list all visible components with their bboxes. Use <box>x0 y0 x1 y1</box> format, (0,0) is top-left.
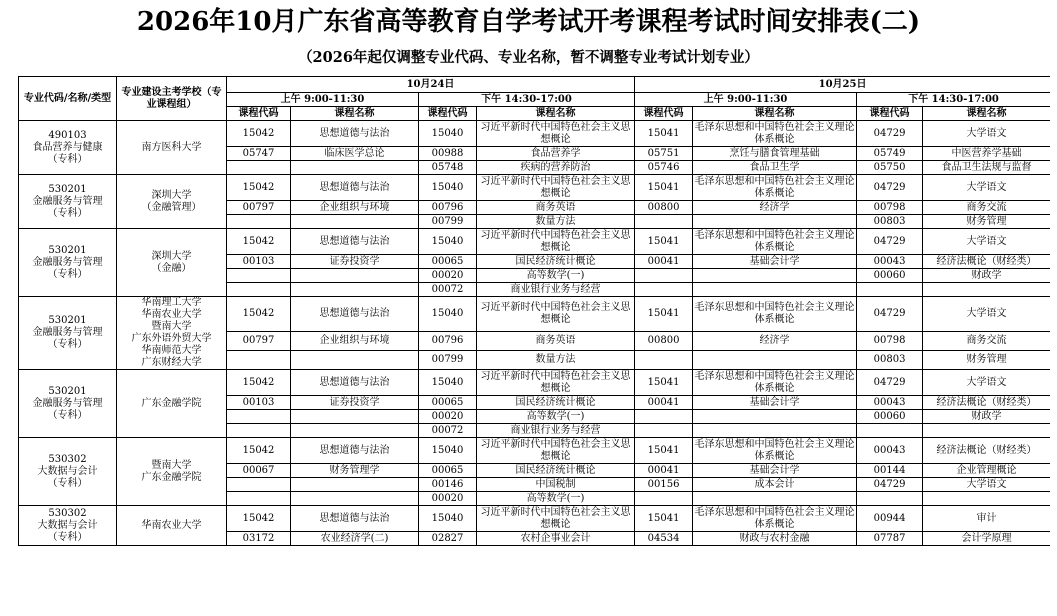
course-code-cell: 15040 <box>419 438 477 464</box>
header-day1-morning: 上午 9:00-11:30 <box>227 93 419 107</box>
header-name: 课程名称 <box>477 107 635 121</box>
course-name-cell: 食品卫生法规与监督 <box>923 161 1050 175</box>
course-name-cell: 经济法概论（财经类） <box>923 438 1050 464</box>
course-code-cell: 00041 <box>635 464 693 478</box>
course-name-cell: 烹饪与膳食管理基础 <box>693 147 857 161</box>
course-code-cell: 00798 <box>857 332 923 351</box>
course-name-cell: 证券投资学 <box>291 396 419 410</box>
course-name-cell: 基础会计学 <box>693 464 857 478</box>
course-code-cell: 00060 <box>857 410 923 424</box>
course-name-cell: 临床医学总论 <box>291 147 419 161</box>
header-code: 课程代码 <box>635 107 693 121</box>
course-code-cell <box>227 351 291 370</box>
course-code-cell: 00144 <box>857 464 923 478</box>
course-code-cell: 00797 <box>227 332 291 351</box>
course-code-cell <box>227 269 291 283</box>
major-cell: 490103 食品营养与健康 （专科） <box>19 121 117 175</box>
course-name-cell: 毛泽东思想和中国特色社会主义理论体系概论 <box>694 121 855 145</box>
course-name-cell: 思想道德与法治 <box>291 370 419 396</box>
course-code-cell: 15040 <box>419 370 477 396</box>
course-name-cell: 财政与农村金融 <box>693 532 857 546</box>
course-code-cell: 15041 <box>635 506 693 532</box>
course-name-cell: 习近平新时代中国特色社会主义思想概论 <box>477 506 635 532</box>
course-name-cell: 思想道德与法治 <box>291 121 419 147</box>
course-code-cell <box>227 492 291 506</box>
course-code-cell: 00072 <box>419 283 477 297</box>
course-code-cell: 00065 <box>419 464 477 478</box>
course-code-cell: 15041 <box>635 229 693 255</box>
page-title: 2026年10月广东省高等教育自学考试开考课程考试时间安排表(二) <box>136 7 921 37</box>
school-cell: 深圳大学 （金融） <box>117 229 227 297</box>
course-name-cell: 毛泽东思想和中国特色社会主义理论体系概论 <box>693 297 857 332</box>
header-school: 专业建设主考学校（专业课程组） <box>117 77 227 121</box>
course-name-cell: 财政学 <box>923 269 1050 283</box>
course-name-cell: 毛泽东思想和中国特色社会主义理论体系概论 <box>694 229 855 253</box>
course-code-cell <box>227 410 291 424</box>
course-code-cell <box>635 492 693 506</box>
course-code-cell: 15041 <box>635 175 693 201</box>
course-name-cell <box>923 283 1050 297</box>
course-code-cell: 15042 <box>227 175 291 201</box>
course-code-cell: 04729 <box>857 478 923 492</box>
course-code-cell: 00103 <box>227 396 291 410</box>
course-name-cell <box>291 269 419 283</box>
course-code-cell <box>857 283 923 297</box>
course-code-cell: 15040 <box>419 121 477 147</box>
course-code-cell: 15041 <box>635 438 693 464</box>
course-code-cell: 00020 <box>419 269 477 283</box>
course-code-cell <box>227 215 291 229</box>
course-name-cell: 经济学 <box>693 201 857 215</box>
course-name-cell: 审计 <box>923 506 1050 532</box>
course-name-cell: 大学语文 <box>923 478 1050 492</box>
table-row <box>19 121 1051 147</box>
course-name-cell: 财务管理 <box>923 215 1050 229</box>
course-name-cell: 基础会计学 <box>693 396 857 410</box>
course-code-cell: 00797 <box>227 201 291 215</box>
course-code-cell <box>857 492 923 506</box>
course-name-cell: 食品营养学 <box>477 147 635 161</box>
course-code-cell: 05747 <box>227 147 291 161</box>
header-day2-morning: 上午 9:00-11:30 <box>635 93 857 107</box>
course-name-cell <box>693 424 857 438</box>
course-code-cell: 15040 <box>419 506 477 532</box>
course-name-cell: 大学语文 <box>923 370 1050 396</box>
course-name-cell: 习近平新时代中国特色社会主义思想概论 <box>477 175 635 201</box>
course-name-cell: 中医营养学基础 <box>923 147 1050 161</box>
course-name-cell: 会计学原理 <box>923 532 1050 546</box>
course-name-cell: 习近平新时代中国特色社会主义思想概论 <box>477 370 635 396</box>
major-cell: 530302 大数据与会计 （专科） <box>19 506 117 546</box>
course-name-cell: 财务管理学 <box>291 464 419 478</box>
course-code-cell: 05749 <box>857 147 923 161</box>
course-code-cell: 00803 <box>857 351 923 370</box>
course-code-cell: 00988 <box>419 147 477 161</box>
course-code-cell: 04729 <box>857 229 923 255</box>
course-name-cell: 思想道德与法治 <box>291 229 419 255</box>
course-name-cell <box>291 478 419 492</box>
schedule-sheet <box>18 76 1050 616</box>
table-row <box>19 438 1051 464</box>
course-code-cell: 04729 <box>857 370 923 396</box>
course-code-cell: 00020 <box>419 410 477 424</box>
course-name-cell <box>923 492 1050 506</box>
course-code-cell <box>227 283 291 297</box>
course-code-cell: 15042 <box>227 297 291 332</box>
major-cell: 530201 金融服务与管理 （专科） <box>19 370 117 438</box>
major-cell: 530201 金融服务与管理 （专科） <box>19 175 117 229</box>
school-cell: 暨南大学 广东金融学院 <box>117 438 227 506</box>
course-name-cell: 毛泽东思想和中国特色社会主义理论体系概论 <box>694 370 855 394</box>
course-name-cell <box>291 492 419 506</box>
course-code-cell: 00043 <box>857 396 923 410</box>
course-name-cell <box>693 283 857 297</box>
course-code-cell: 00799 <box>419 351 477 370</box>
course-name-cell: 农村企事业会计 <box>477 532 635 546</box>
course-code-cell: 15041 <box>635 121 693 147</box>
major-cell: 530201 金融服务与管理 （专科） <box>19 229 117 297</box>
course-name-cell: 毛泽东思想和中国特色社会主义理论体系概论 <box>694 438 855 462</box>
course-code-cell: 04729 <box>857 175 923 201</box>
course-code-cell: 04729 <box>857 121 923 147</box>
course-name-cell: 企业管理概论 <box>923 464 1050 478</box>
course-name-cell: 毛泽东思想和中国特色社会主义理论体系概论 <box>694 506 855 530</box>
course-name-cell: 思想道德与法治 <box>291 297 419 332</box>
course-name-cell: 大学语文 <box>923 175 1050 201</box>
course-code-cell: 00041 <box>635 396 693 410</box>
course-code-cell: 00072 <box>419 424 477 438</box>
table-row <box>19 229 1051 255</box>
course-code-cell: 00146 <box>419 478 477 492</box>
table-row <box>19 506 1051 532</box>
course-code-cell <box>227 478 291 492</box>
course-name-cell: 商务交流 <box>923 201 1050 215</box>
course-name-cell: 成本会计 <box>693 478 857 492</box>
course-name-cell <box>923 424 1050 438</box>
course-name-cell <box>693 351 857 370</box>
header-day2: 10月25日 <box>635 77 1050 93</box>
course-name-cell: 国民经济统计概论 <box>477 396 635 410</box>
course-name-cell: 思想道德与法治 <box>291 506 419 532</box>
course-code-cell: 00043 <box>857 255 923 269</box>
course-code-cell: 00041 <box>635 255 693 269</box>
course-name-cell: 习近平新时代中国特色社会主义思想概论 <box>477 297 635 332</box>
course-name-cell: 经济法概论（财经类） <box>923 255 1050 269</box>
course-code-cell: 15042 <box>227 229 291 255</box>
course-code-cell: 00799 <box>419 215 477 229</box>
course-code-cell: 07787 <box>857 532 923 546</box>
course-code-cell: 00944 <box>857 506 923 532</box>
course-name-cell <box>693 492 857 506</box>
schedule-body <box>19 121 1051 546</box>
course-code-cell <box>635 215 693 229</box>
course-code-cell: 15042 <box>227 438 291 464</box>
header-name: 课程名称 <box>693 107 857 121</box>
course-name-cell: 财务管理 <box>923 351 1050 370</box>
course-code-cell: 15041 <box>635 297 693 332</box>
course-name-cell: 思想道德与法治 <box>291 175 419 201</box>
course-code-cell: 05750 <box>857 161 923 175</box>
course-code-cell: 15040 <box>419 297 477 332</box>
major-cell: 530302 大数据与会计 （专科） <box>19 438 117 506</box>
header-code: 课程代码 <box>857 107 923 121</box>
course-name-cell: 食品卫生学 <box>693 161 857 175</box>
header-day1: 10月24日 <box>227 77 635 93</box>
course-code-cell: 00060 <box>857 269 923 283</box>
course-name-cell: 高等数学(一) <box>477 492 635 506</box>
course-name-cell: 思想道德与法治 <box>291 438 419 464</box>
course-name-cell: 习近平新时代中国特色社会主义思想概论 <box>477 121 635 147</box>
school-cell: 华南农业大学 <box>117 506 227 546</box>
course-code-cell: 00798 <box>857 201 923 215</box>
schedule-table <box>18 76 1050 546</box>
course-name-cell: 习近平新时代中国特色社会主义思想概论 <box>477 438 635 464</box>
course-name-cell: 大学语文 <box>923 229 1050 255</box>
course-code-cell: 15040 <box>419 175 477 201</box>
course-code-cell: 00796 <box>419 201 477 215</box>
course-code-cell: 15040 <box>419 229 477 255</box>
header-name: 课程名称 <box>923 107 1050 121</box>
course-name-cell: 企业组织与环境 <box>291 201 419 215</box>
course-name-cell: 商业银行业务与经营 <box>477 424 635 438</box>
course-name-cell: 经济学 <box>693 332 857 351</box>
course-code-cell: 04729 <box>857 297 923 332</box>
school-cell: 广东金融学院 <box>117 370 227 438</box>
course-code-cell: 15042 <box>227 506 291 532</box>
course-code-cell: 03172 <box>227 532 291 546</box>
table-row <box>19 297 1051 332</box>
header-code: 课程代码 <box>419 107 477 121</box>
school-cell: 深圳大学 （金融管理） <box>117 175 227 229</box>
course-code-cell <box>635 424 693 438</box>
course-name-cell: 商业银行业务与经营 <box>477 283 635 297</box>
course-name-cell: 基础会计学 <box>693 255 857 269</box>
course-code-cell: 00800 <box>635 201 693 215</box>
course-name-cell: 国民经济统计概论 <box>477 255 635 269</box>
course-name-cell: 经济法概论（财经类） <box>923 396 1050 410</box>
course-code-cell <box>635 410 693 424</box>
course-name-cell <box>291 424 419 438</box>
course-name-cell: 商务交流 <box>923 332 1050 351</box>
course-code-cell: 04534 <box>635 532 693 546</box>
course-code-cell <box>227 161 291 175</box>
header-day1-afternoon: 下午 14:30-17:00 <box>419 93 635 107</box>
course-code-cell: 15042 <box>227 121 291 147</box>
course-code-cell: 00800 <box>635 332 693 351</box>
course-name-cell: 企业组织与环境 <box>291 332 419 351</box>
course-code-cell: 05748 <box>419 161 477 175</box>
course-name-cell <box>693 410 857 424</box>
course-name-cell: 数量方法 <box>477 215 635 229</box>
course-name-cell <box>693 269 857 283</box>
course-name-cell: 商务英语 <box>477 201 635 215</box>
course-code-cell: 15041 <box>635 370 693 396</box>
course-name-cell: 证券投资学 <box>291 255 419 269</box>
course-code-cell: 00796 <box>419 332 477 351</box>
course-code-cell: 15042 <box>227 370 291 396</box>
course-code-cell <box>857 424 923 438</box>
course-code-cell: 00103 <box>227 255 291 269</box>
course-name-cell <box>291 410 419 424</box>
course-code-cell: 00067 <box>227 464 291 478</box>
course-name-cell: 大学语文 <box>923 297 1050 332</box>
course-name-cell <box>291 161 419 175</box>
course-name-cell <box>291 283 419 297</box>
course-code-cell: 00043 <box>857 438 923 464</box>
school-cell: 华南理工大学 华南农业大学 暨南大学 广东外语外贸大学 华南师范大学 广东财经大学 <box>117 297 227 370</box>
header-major: 专业代码/名称/类型 <box>19 77 117 121</box>
course-code-cell: 05751 <box>635 147 693 161</box>
course-name-cell: 数量方法 <box>477 351 635 370</box>
course-code-cell: 00065 <box>419 396 477 410</box>
course-code-cell <box>227 424 291 438</box>
course-name-cell: 国民经济统计概论 <box>477 464 635 478</box>
major-cell: 530201 金融服务与管理 （专科） <box>19 297 117 370</box>
course-name-cell: 中国税制 <box>477 478 635 492</box>
header-name: 课程名称 <box>291 107 419 121</box>
table-row <box>19 370 1051 396</box>
course-code-cell: 02827 <box>419 532 477 546</box>
course-name-cell: 习近平新时代中国特色社会主义思想概论 <box>477 229 635 255</box>
course-name-cell: 高等数学(一) <box>477 269 635 283</box>
course-name-cell: 高等数学(一) <box>477 410 635 424</box>
course-code-cell: 05746 <box>635 161 693 175</box>
course-name-cell: 毛泽东思想和中国特色社会主义理论体系概论 <box>694 175 855 199</box>
course-name-cell: 大学语文 <box>923 121 1050 147</box>
school-cell: 南方医科大学 <box>117 121 227 175</box>
header-day2-afternoon: 下午 14:30-17:00 <box>857 93 1050 107</box>
course-name-cell <box>693 215 857 229</box>
course-name-cell <box>291 351 419 370</box>
course-code-cell: 00156 <box>635 478 693 492</box>
header-code: 课程代码 <box>227 107 291 121</box>
course-code-cell: 00065 <box>419 255 477 269</box>
course-name-cell: 商务英语 <box>477 332 635 351</box>
course-name-cell: 农业经济学(二) <box>291 532 419 546</box>
course-code-cell: 00020 <box>419 492 477 506</box>
course-code-cell: 00803 <box>857 215 923 229</box>
course-name-cell: 财政学 <box>923 410 1050 424</box>
page-subtitle: （2026年起仅调整专业代码、专业名称，暂不调整专业考试计划专业） <box>298 49 759 66</box>
course-name-cell: 疾病的营养防治 <box>477 161 635 175</box>
table-row <box>19 175 1051 201</box>
course-code-cell <box>635 269 693 283</box>
course-code-cell <box>635 283 693 297</box>
course-code-cell <box>635 351 693 370</box>
course-name-cell <box>291 215 419 229</box>
